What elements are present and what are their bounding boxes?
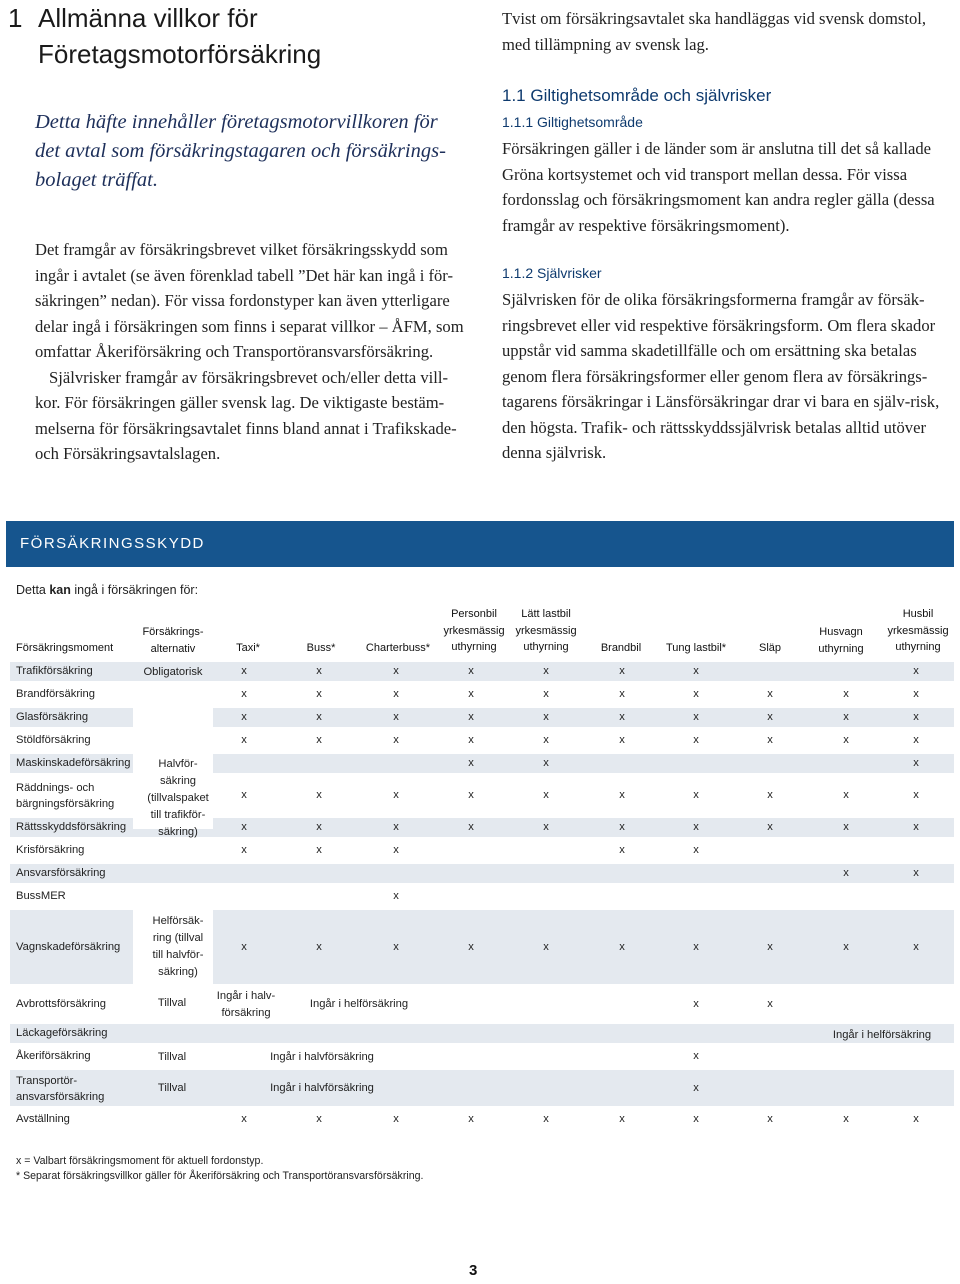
check-mark: x <box>393 890 399 902</box>
alternative-ingar-halv-transp: Ingår i halvförsäkring <box>270 1082 374 1094</box>
table-row <box>10 1110 954 1129</box>
check-mark: x <box>468 941 474 953</box>
check-mark: x <box>468 734 474 746</box>
check-mark: x <box>913 665 919 677</box>
row-label: BussMER <box>16 890 66 902</box>
check-mark: x <box>693 1113 699 1125</box>
check-mark: x <box>843 789 849 801</box>
row-label: Stöldförsäkring <box>16 734 91 746</box>
check-mark: x <box>241 1113 247 1125</box>
check-mark: x <box>913 688 919 700</box>
check-mark: x <box>693 1082 699 1094</box>
check-mark: x <box>913 821 919 833</box>
check-mark: x <box>316 941 322 953</box>
check-mark: x <box>241 711 247 723</box>
check-mark: x <box>393 665 399 677</box>
check-mark: x <box>543 941 549 953</box>
column-header-tunglastbil: Tung lastbil* <box>665 642 727 654</box>
check-mark: x <box>543 734 549 746</box>
check-mark: x <box>843 734 849 746</box>
check-mark: x <box>619 789 625 801</box>
check-mark: x <box>619 941 625 953</box>
check-mark: x <box>767 734 773 746</box>
column-header-husvagn: Husvagn uthyrning <box>818 626 864 655</box>
row-label: Glasförsäkring <box>16 711 89 723</box>
row-label: Vagnskadeförsäkring <box>16 941 121 953</box>
check-mark: x <box>543 821 549 833</box>
check-mark: x <box>767 688 773 700</box>
row-label: Transportör- ansvarsförsäkring <box>16 1075 105 1103</box>
check-mark: x <box>241 665 247 677</box>
column-header-husbil: Husbil yrkesmässig uthyrning <box>887 608 949 653</box>
column-header-buss: Buss* <box>306 642 336 654</box>
check-mark: x <box>767 1113 773 1125</box>
check-mark: x <box>693 711 699 723</box>
check-mark: x <box>693 941 699 953</box>
row-label: Rättsskyddsförsäkring <box>16 821 127 833</box>
check-mark: x <box>767 941 773 953</box>
check-mark: x <box>316 711 322 723</box>
row-label: Räddnings- och bärgningsförsäkring <box>16 782 115 810</box>
check-mark: x <box>843 867 849 879</box>
check-mark: x <box>543 711 549 723</box>
check-mark: x <box>316 688 322 700</box>
check-mark: x <box>316 789 322 801</box>
row-label: Ansvarsförsäkring <box>16 867 106 879</box>
check-mark: x <box>693 789 699 801</box>
row-label: Avbrottsförsäkring <box>16 998 106 1010</box>
check-mark: x <box>693 998 699 1010</box>
right-paragraph-dispute: Tvist om försäkringsavtalet ska handläggas vid svensk domstol, med tillämpning av svensk lag. <box>502 9 926 54</box>
column-header-slap: Släp <box>758 642 782 654</box>
check-mark: x <box>619 1113 625 1125</box>
check-mark: x <box>241 688 247 700</box>
check-mark: x <box>913 757 919 769</box>
row-label: Krisförsäkring <box>16 844 85 856</box>
check-mark: x <box>619 844 625 856</box>
table-row <box>10 841 954 860</box>
check-mark: x <box>913 711 919 723</box>
section-1-1-2-heading: 1.1.2 Självrisker <box>502 265 602 281</box>
check-mark: x <box>241 789 247 801</box>
check-mark: x <box>693 1050 699 1062</box>
check-mark: x <box>393 734 399 746</box>
check-mark: x <box>393 789 399 801</box>
check-mark: x <box>241 941 247 953</box>
check-mark: x <box>619 688 625 700</box>
check-mark: x <box>393 711 399 723</box>
heading-number: 1 <box>8 3 23 33</box>
left-body <box>35 237 465 467</box>
table-title: FÖRSÄKRINGSSKYDD <box>20 535 205 552</box>
check-mark: x <box>316 844 322 856</box>
check-mark: x <box>316 821 322 833</box>
table-row <box>10 1024 954 1043</box>
check-mark: x <box>468 1113 474 1125</box>
check-mark: x <box>468 789 474 801</box>
check-mark: x <box>843 1113 849 1125</box>
table-intro-post: ingå i försäkringen för: <box>70 583 199 597</box>
row-label: Avställning <box>16 1113 70 1125</box>
footnote-1: x = Valbart försäkringsmoment för aktuell fordonstyp. <box>16 1155 264 1167</box>
check-mark: x <box>619 665 625 677</box>
check-mark: x <box>767 998 773 1010</box>
alternative-ingar-hel-avbrott: Ingår i helförsäkring <box>309 998 409 1010</box>
check-mark: x <box>843 711 849 723</box>
check-mark: x <box>316 665 322 677</box>
check-mark: x <box>543 688 549 700</box>
check-mark: x <box>543 757 549 769</box>
column-header-charter: Charterbuss* <box>365 642 431 654</box>
row-label: Maskinskadeförsäkring <box>16 757 131 769</box>
check-mark: x <box>913 941 919 953</box>
column-header-brandbil: Brandbil <box>600 642 642 654</box>
table-title-bar <box>6 521 954 567</box>
check-mark: x <box>468 665 474 677</box>
alternative-ingar-halv-taxi: Ingår i halv- försäkring <box>216 990 276 1019</box>
check-mark: x <box>543 1113 549 1125</box>
alternative-ingar-halv-akeri: Ingår i halvförsäkring <box>270 1051 374 1063</box>
table-row <box>10 887 954 906</box>
check-mark: x <box>468 688 474 700</box>
column-header-alt: Försäkrings- alternativ <box>142 626 204 655</box>
alternative-alt-obligatorisk: Obligatorisk <box>143 666 203 678</box>
row-label: Läckageförsäkring <box>16 1027 108 1039</box>
alternative-ingar-hel-lackage: Ingår i helförsäkring <box>832 1029 932 1041</box>
check-mark: x <box>693 734 699 746</box>
check-mark: x <box>913 1113 919 1125</box>
table-intro <box>16 583 198 597</box>
check-mark: x <box>693 688 699 700</box>
section-1-1-1-heading: 1.1.1 Giltighetsområde <box>502 114 643 130</box>
table-intro-bold: kan <box>49 583 71 597</box>
check-mark: x <box>843 941 849 953</box>
check-mark: x <box>393 844 399 856</box>
check-mark: x <box>767 821 773 833</box>
right-top-text <box>502 6 957 57</box>
check-mark: x <box>913 867 919 879</box>
check-mark: x <box>913 734 919 746</box>
check-mark: x <box>767 711 773 723</box>
check-mark: x <box>543 665 549 677</box>
alternative-alt-tillval-3: Tillval <box>157 1082 187 1094</box>
check-mark: x <box>468 821 474 833</box>
check-mark: x <box>241 734 247 746</box>
check-mark: x <box>393 1113 399 1125</box>
check-mark: x <box>913 789 919 801</box>
check-mark: x <box>543 789 549 801</box>
page-number: 3 <box>469 1262 478 1279</box>
column-header-lattlastbil: Lätt lastbil yrkesmässig uthyrning <box>515 608 577 653</box>
check-mark: x <box>693 665 699 677</box>
check-mark: x <box>241 821 247 833</box>
section-1-1-2-text: Självrisken för de olika försäkringsformerna framgår av försäk-ringsbrevet eller vid respektive försäkringsform. Om flera skador uppstår vid samma skadetillfälle och om ersättning ska betalas genom flera försäkringsformer eller genom flera av försäkrings-tagarens försäkringar i Länsförsäkringar drar vi bara en själv-risk, den högsta. Trafik- och rättsskyddssjälvrisk betalas alltid utöver denna självrisk. <box>502 290 940 462</box>
check-mark: x <box>767 789 773 801</box>
row-label: Åkeriförsäkring <box>16 1050 91 1062</box>
check-mark: x <box>393 821 399 833</box>
left-paragraph-2: Självrisker framgår av försäkringsbrevet och/eller detta vill-kor. För försäkringen gäller svensk lag. De viktigaste bestäm-melserna för försäkringsavtalet finns bland annat i Trafikskade- och Försäkringsavtalslagen. <box>35 367 457 463</box>
table-row <box>10 864 954 883</box>
check-mark: x <box>843 821 849 833</box>
check-mark: x <box>468 757 474 769</box>
footnote-2: * Separat försäkringsvillkor gäller för Åkeriförsäkring och Transportöransvarsförsäkring. <box>16 1170 424 1182</box>
check-mark: x <box>619 711 625 723</box>
row-label: Trafikförsäkring <box>16 665 93 677</box>
section-1-1-heading: 1.1 Giltighetsområde och självrisker <box>502 86 772 105</box>
check-mark: x <box>619 821 625 833</box>
left-paragraph-1: Det framgår av försäkringsbrevet vilket försäkringsskydd som ingår i avtalet (se även förenklad tabell ”Det här kan ingå i för-säkringen” nedan). För vissa fordonstyper kan även ytterligare delar ingå i försäkringen som finns i separat villkor – ÅFM, som omfattar Åkeriförsäkring och Transportöransvarsförsäkring. <box>35 240 464 361</box>
check-mark: x <box>619 734 625 746</box>
heading-line-1: Allmänna villkor för <box>38 3 258 33</box>
check-mark: x <box>393 941 399 953</box>
check-mark: x <box>241 844 247 856</box>
row-label: Brandförsäkring <box>16 688 95 700</box>
alternative-alt-halv: Halvför- säkring (tillvalspaket till trafikför- säkring) <box>147 758 209 838</box>
section-1-1-1-text: Försäkringen gäller i de länder som är anslutna till det så kallade Gröna kortsystemet och vid transport mellan dessa. För vissa fordonsslag och försäkringsmoment kan andra regler gälla (dessa framgår av respektive försäkringsmoment). <box>502 139 935 235</box>
check-mark: x <box>693 821 699 833</box>
intro-text: Detta häfte innehåller företagsmotorvillkoren för det avtal som försäkringstagaren och försäkrings-bolaget träffat. <box>35 111 446 191</box>
heading-line-2: Företagsmotorförsäkring <box>38 39 322 69</box>
column-header-taxi: Taxi* <box>236 642 260 654</box>
check-mark: x <box>693 844 699 856</box>
alternative-alt-hel: Helförsäk- ring (tillval till halvför- säkring) <box>152 915 204 978</box>
page-title <box>8 0 321 72</box>
column-header-personbil: Personbil yrkesmässig uthyrning <box>443 608 505 653</box>
check-mark: x <box>316 734 322 746</box>
check-mark: x <box>316 1113 322 1125</box>
check-mark: x <box>468 711 474 723</box>
alternative-alt-tillval-1: Tillval <box>157 997 187 1009</box>
alternative-alt-tillval-2: Tillval <box>157 1051 187 1063</box>
check-mark: x <box>843 688 849 700</box>
table-intro-pre: Detta <box>16 583 50 597</box>
column-header-moment: Försäkringsmoment <box>16 642 114 654</box>
check-mark: x <box>393 688 399 700</box>
